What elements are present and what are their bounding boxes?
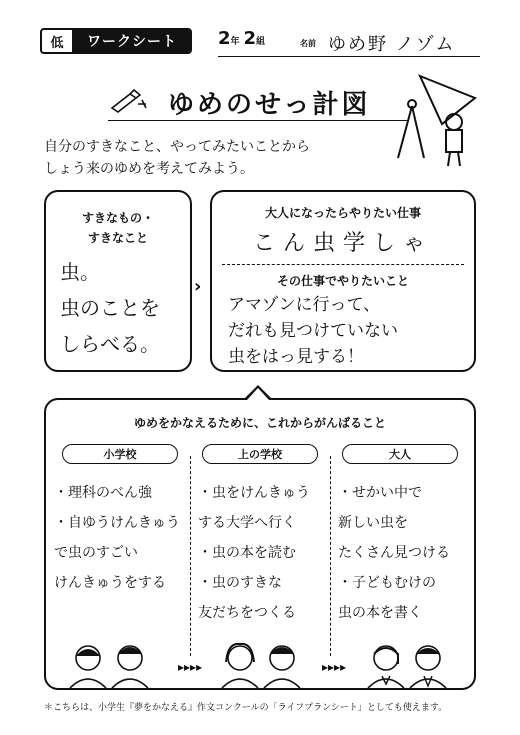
likes-heading xyxy=(46,208,190,248)
students-illustration xyxy=(216,640,306,688)
job-goal-line: 虫をはっ見する！ xyxy=(228,347,364,367)
goal-item: たくさん見つける xyxy=(338,545,450,561)
progress-arrow: ▸▸▸▸ xyxy=(322,660,347,674)
goal-item: 新しい虫を xyxy=(338,515,408,531)
future-job-heading: 大人になったらやりたい仕事 xyxy=(264,206,421,220)
student-with-compass-illustration xyxy=(380,66,480,170)
job-goal-line: アマゾンに行って、 xyxy=(228,295,381,315)
likes-box xyxy=(44,190,192,372)
column-divider xyxy=(190,456,191,656)
page-title: ゆめのせっ計図 xyxy=(168,90,371,120)
likes-answer-line: 虫。 xyxy=(60,260,100,284)
column-label-higher-school: 上の学校 xyxy=(202,444,318,464)
pencil-hand-icon xyxy=(108,86,148,114)
grade-class xyxy=(218,28,269,49)
goal-item: ・虫のすきな xyxy=(198,575,282,591)
goal-item: けんきゅうをする xyxy=(54,575,166,591)
column-label-adult: 大人 xyxy=(342,444,458,464)
bubble-pointer-fill xyxy=(247,388,269,400)
elementary-goals xyxy=(54,478,180,598)
job-goal-answer xyxy=(228,292,398,370)
higher-school-goals xyxy=(198,478,310,628)
goal-item: ・子どもむけの xyxy=(338,575,436,591)
adults-illustration xyxy=(362,640,452,688)
header-underline xyxy=(218,56,480,57)
children-illustration xyxy=(66,640,156,688)
likes-answer-line: 虫のことを xyxy=(60,296,160,320)
people-illustrations xyxy=(66,640,456,690)
adult-goals xyxy=(338,478,450,628)
goal-item: ・虫の本を読む xyxy=(198,545,296,561)
level-label: 低 xyxy=(42,30,74,52)
title-underline xyxy=(108,120,408,121)
intro-line: 自分のすきなこと、やってみたいことから xyxy=(44,139,310,155)
goal-item: 虫の本を書く xyxy=(338,605,422,621)
likes-answer-line: しらべる。 xyxy=(60,332,160,356)
goal-item: ・自ゆうけんきゅう xyxy=(54,515,180,531)
future-job-box xyxy=(210,190,476,372)
plan-heading: ゆめをかなえるために、これからがんばること xyxy=(133,416,386,430)
job-divider xyxy=(222,264,464,265)
worksheet-tag xyxy=(40,28,192,54)
progress-arrow: ▸▸▸▸ xyxy=(178,660,203,674)
class-unit: 組 xyxy=(256,37,266,47)
goal-item: ・理科のべん強 xyxy=(54,485,152,501)
likes-heading-line: すきなこと xyxy=(87,231,148,245)
goal-item: ・せかい中で xyxy=(338,485,422,501)
chevron-right-icon: › xyxy=(194,276,202,297)
goal-item: ・虫をけんきゅう xyxy=(198,485,310,501)
intro-text xyxy=(44,136,310,180)
plan-box xyxy=(44,398,476,690)
grade-number: 2 xyxy=(218,28,231,49)
job-goal-line: だれも見つけていない xyxy=(228,321,398,341)
column-label-elementary: 小学校 xyxy=(62,444,178,464)
goal-item: する大学へ行く xyxy=(198,515,296,531)
class-number: 2 xyxy=(243,28,257,49)
intro-line: しょう来のゆめを考えてみよう。 xyxy=(44,161,254,177)
future-job-answer: こん虫学しゃ xyxy=(252,231,433,256)
column-divider xyxy=(330,456,331,656)
job-goal-heading: その仕事でやりたいこと xyxy=(276,274,409,288)
worksheet-label: ワークシート xyxy=(74,30,190,52)
goal-item: で虫のすごい xyxy=(54,545,138,561)
footnote: ＊こちらは、小学生『夢をかなえる』作文コンクールの「ライフプランシート」としても使えます。 xyxy=(44,703,448,713)
grade-unit: 年 xyxy=(230,37,240,47)
name-label: 名前 xyxy=(300,39,316,48)
name-value: ゆめ野 ノゾム xyxy=(328,34,456,55)
title-area xyxy=(108,78,408,122)
likes-answer xyxy=(60,254,160,362)
goal-item: 友だちをつくる xyxy=(198,605,296,621)
likes-heading-line: すきなもの・ xyxy=(81,211,154,225)
student-info xyxy=(218,24,480,58)
